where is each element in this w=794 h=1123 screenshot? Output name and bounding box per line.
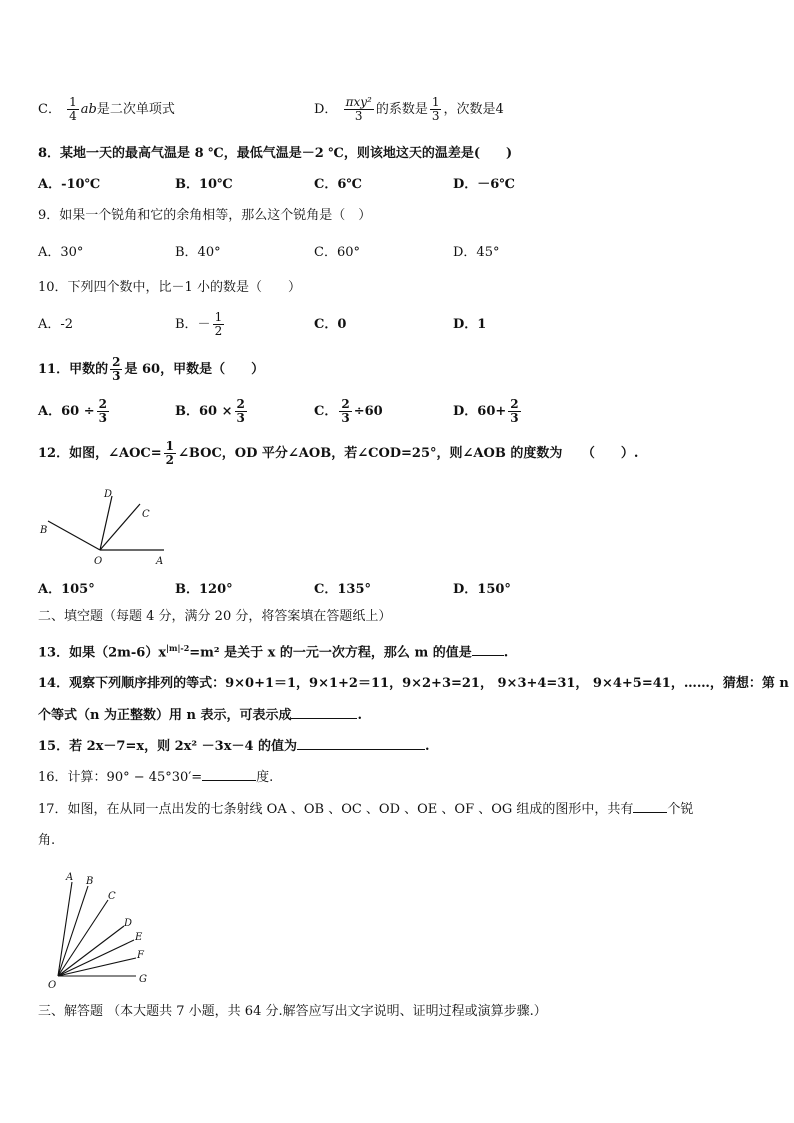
- q8-option-b: B．10℃: [175, 177, 233, 192]
- q9-stem: 9．如果一个锐角和它的余角相等，那么这个锐角是（ ）: [38, 208, 372, 223]
- q9-option-b: B．40°: [175, 245, 221, 260]
- label-a: A: [66, 872, 74, 883]
- label-c: C: [142, 509, 150, 520]
- label-c: C: [108, 891, 116, 902]
- q7-option-d: D． $\frac{\text{πxy²}}{3}$ 的系数是 $\frac{1}{3}$ ，次数是4: [314, 95, 504, 123]
- label-f: F: [137, 950, 144, 961]
- ray-ob: [48, 521, 100, 550]
- q15: 15．若 2x－7=x，则 2x² －3x－4 的值为 .: [38, 736, 430, 757]
- label-b: B: [40, 525, 48, 536]
- ray-oc: [100, 504, 140, 550]
- q12-angle-figure: [36, 484, 176, 570]
- q10-option-d: D．1: [453, 317, 487, 332]
- q12-option-d: D．150°: [453, 582, 511, 597]
- q11-option-a: A．60 ÷ $\frac{2}{3}$: [38, 397, 107, 425]
- q11-stem: 11．甲数的 $\frac{2}{3}$ 是 60，甲数是（ ）: [38, 355, 265, 383]
- q10-stem: 10．下列四个数中，比－1 小的数是（ ）: [38, 280, 301, 295]
- ray-ob: [58, 886, 88, 976]
- q12-option-c: C．135°: [314, 582, 371, 597]
- section-2-heading: 二、填空题（每题 4 分，满分 20 分，将答案填在答题纸上）: [38, 609, 392, 624]
- q9-option-c: C．60°: [314, 245, 360, 260]
- q9-option-a: A．30°: [38, 245, 84, 260]
- q11-option-d: D．60+ $\frac{2}{3}$: [453, 397, 519, 425]
- section-3-heading: 三、解答题 （本大题共 7 小题，共 64 分.解答应写出文字说明、证明过程或演算步骤.）: [38, 1004, 547, 1019]
- q17-line1: 17．如图，在从同一点出发的七条射线 OA 、OB 、OC 、OD 、OE 、OF 、OG 组成的图形中，共有 个锐: [38, 799, 693, 820]
- q14-answer-blank[interactable]: [291, 705, 357, 719]
- q7-d-coef-fraction: $\frac{1}{3}$: [431, 95, 440, 123]
- q13-answer-blank[interactable]: [472, 642, 504, 656]
- q12-option-a: A．105°: [38, 582, 95, 597]
- label-b: B: [86, 876, 94, 887]
- q12-stem-fraction: $\frac{1}{2}$: [165, 439, 174, 467]
- label-d: D: [124, 918, 133, 929]
- q17-answer-blank[interactable]: [633, 799, 667, 813]
- q9-option-d: D．45°: [453, 245, 500, 260]
- q11-option-b: B．60 × $\frac{2}{3}$: [175, 397, 245, 425]
- ray-od: [100, 496, 112, 550]
- q15-answer-blank[interactable]: [297, 736, 425, 750]
- label-d: D: [104, 489, 113, 500]
- q7-d-fraction: $\frac{\text{πxy²}}{3}$: [345, 95, 372, 123]
- label-o: O: [48, 980, 57, 991]
- q7-option-c: C． $\frac{1}{4}$ ab是二次单项式: [38, 95, 175, 123]
- ray-oa: [58, 882, 72, 976]
- q14-line1: 14．观察下列顺序排列的等式：9×0+1＝1，9×1+2＝11，9×2+3=21， 9×3+4=31， 9×4+5=41，……，猜想：第 n: [38, 676, 789, 691]
- label-a: A: [156, 556, 164, 567]
- q17-line2: 角.: [38, 833, 56, 848]
- q8-stem: 8．某地一天的最高气温是 8 ℃，最低气温是－2 ℃，则该地这天的温差是( ): [38, 146, 513, 161]
- q16-answer-blank[interactable]: [202, 767, 256, 781]
- q12-option-b: B．120°: [175, 582, 233, 597]
- q11-stem-fraction: $\frac{2}{3}$: [112, 355, 121, 383]
- q10-option-a: A．-2: [38, 317, 74, 332]
- q8-option-a: A．-10℃: [38, 177, 101, 192]
- label-g: G: [139, 974, 147, 985]
- label-o: O: [94, 556, 103, 567]
- q10-option-c: C．0: [314, 317, 347, 332]
- q11-option-c: C． $\frac{2}{3}$ ÷60: [314, 397, 383, 425]
- q12-stem: 12．如图，∠AOC= $\frac{1}{2}$ ∠BOC，OD 平分∠AOB，若∠COD=25°，则∠AOB 的度数为 （ ）.: [38, 439, 639, 467]
- q8-option-d: D．－6℃: [453, 177, 515, 192]
- q13: 13．如果$(2m-6)x^{|m|-2}=m^2$ 是关于 x 的一元一次方程，那么 m 的值是 .: [38, 643, 509, 661]
- q17-rays-figure: [44, 868, 164, 992]
- q10-option-b: B．－ $\frac{1}{2}$: [175, 310, 223, 338]
- q8-option-c: C．6℃: [314, 177, 362, 192]
- q10-b-fraction: $\frac{1}{2}$: [214, 310, 223, 338]
- label-e: E: [135, 932, 143, 943]
- q7-c-fraction: $\frac{1}{4}$: [69, 95, 77, 123]
- q14-line2: 个等式（n 为正整数）用 n 表示，可表示成 .: [38, 705, 362, 726]
- q16: 16．计算：90° − 45°30′= 度.: [38, 767, 273, 788]
